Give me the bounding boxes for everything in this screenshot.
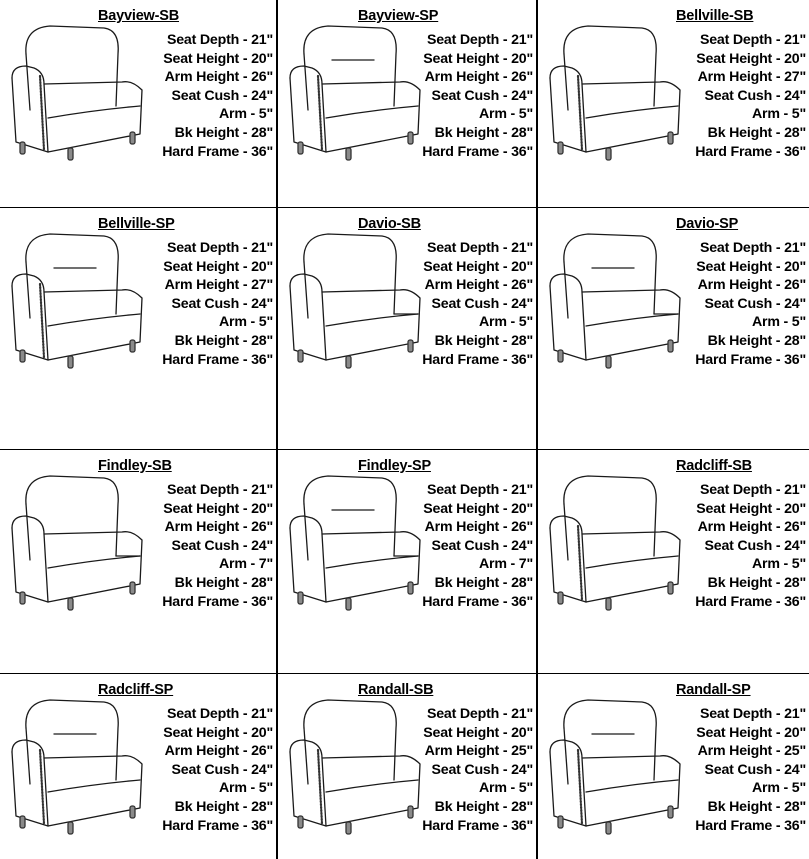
randall-chair-icon: [282, 688, 442, 838]
spec-item: Arm - 5": [478, 780, 533, 797]
spec-item: Seat Cush - 24": [431, 87, 533, 104]
chair-spec-card: [0, 450, 276, 673]
spec-list: [422, 481, 533, 611]
spec-item: Bk Height - 28": [434, 332, 533, 349]
randall-chair-icon: [542, 688, 702, 838]
spec-item: Seat Cush - 24": [431, 295, 533, 312]
spec-item: Arm - 7": [218, 556, 273, 573]
spec-item: Bk Height - 28": [707, 332, 806, 349]
chair-model-name: Radcliff-SB: [676, 458, 752, 474]
chair-model-name: Findley-SP: [358, 458, 431, 474]
spec-item: Hard Frame - 36": [422, 593, 533, 610]
chair-spec-card: [278, 0, 536, 207]
spec-item: Arm - 7": [478, 556, 533, 573]
spec-item: Arm - 5": [751, 106, 806, 123]
spec-item: Seat Height - 20": [163, 50, 273, 67]
davio-chair-icon: [282, 222, 442, 372]
spec-list: [162, 239, 273, 369]
spec-item: Hard Frame - 36": [162, 593, 273, 610]
chair-spec-card: [538, 450, 809, 673]
spec-item: Bk Height - 28": [434, 574, 533, 591]
spec-item: Seat Depth - 21": [699, 240, 806, 256]
spec-item: Bk Height - 28": [707, 574, 806, 591]
spec-item: Hard Frame - 36": [695, 593, 806, 610]
spec-item: Seat Height - 20": [163, 500, 273, 517]
spec-item: Arm Height - 26": [697, 277, 806, 294]
spec-item: Bk Height - 28": [707, 798, 806, 815]
spec-item: Seat Depth - 21": [699, 32, 806, 48]
chair-spec-card: [278, 674, 536, 859]
spec-item: Arm Height - 26": [424, 69, 533, 86]
bellville-chair-icon: [4, 222, 164, 372]
chair-spec-card: [0, 208, 276, 449]
spec-list: [162, 705, 273, 835]
spec-item: Bk Height - 28": [174, 332, 273, 349]
spec-item: Arm Height - 26": [164, 69, 273, 86]
spec-item: Seat Depth - 21": [699, 482, 806, 498]
spec-item: Seat Height - 20": [163, 724, 273, 741]
spec-item: Seat Cush - 24": [704, 537, 806, 554]
spec-item: Arm Height - 27": [164, 277, 273, 294]
spec-item: Seat Depth - 21": [426, 32, 533, 48]
chair-model-name: Davio-SP: [676, 216, 739, 232]
chair-model-name: Davio-SB: [358, 216, 421, 232]
spec-item: Arm Height - 26": [697, 519, 806, 536]
spec-item: Hard Frame - 36": [422, 143, 533, 160]
davio-chair-icon: [542, 222, 702, 372]
spec-item: Seat Cush - 24": [171, 295, 273, 312]
spec-item: Seat Depth - 21": [426, 482, 533, 498]
chair-model-name: Randall-SP: [676, 682, 751, 698]
spec-item: Seat Height - 20": [423, 50, 533, 67]
spec-list: [695, 31, 806, 161]
spec-item: Arm Height - 26": [424, 277, 533, 294]
spec-item: Seat Cush - 24": [171, 761, 273, 778]
spec-item: Arm - 5": [478, 314, 533, 331]
spec-item: Seat Depth - 21": [426, 240, 533, 256]
spec-item: Hard Frame - 36": [422, 351, 533, 368]
spec-item: Bk Height - 28": [174, 798, 273, 815]
bayview-chair-icon: [282, 14, 442, 164]
spec-item: Hard Frame - 36": [422, 817, 533, 834]
spec-list: [695, 239, 806, 369]
spec-item: Arm - 5": [478, 106, 533, 123]
chair-spec-card: [0, 674, 276, 859]
spec-item: Seat Cush - 24": [704, 87, 806, 104]
spec-item: Arm - 5": [218, 780, 273, 797]
spec-item: Seat Cush - 24": [431, 537, 533, 554]
spec-item: Hard Frame - 36": [162, 817, 273, 834]
spec-item: Seat Cush - 24": [704, 761, 806, 778]
spec-item: Seat Depth - 21": [166, 240, 273, 256]
chair-model-name: Bellville-SP: [98, 216, 175, 232]
spec-item: Seat Cush - 24": [171, 537, 273, 554]
spec-list: [422, 239, 533, 369]
spec-item: Bk Height - 28": [174, 124, 273, 141]
spec-item: Seat Depth - 21": [426, 706, 533, 722]
bellville-chair-icon: [542, 14, 702, 164]
chair-model-name: Findley-SB: [98, 458, 172, 474]
chair-spec-card: [538, 674, 809, 859]
chair-model-name: Bayview-SP: [358, 8, 439, 24]
findley-chair-icon: [4, 464, 164, 614]
spec-item: Seat Height - 20": [696, 724, 806, 741]
spec-item: Bk Height - 28": [174, 574, 273, 591]
chair-model-name: Bayview-SB: [98, 8, 180, 24]
spec-list: [695, 705, 806, 835]
spec-item: Arm - 5": [751, 314, 806, 331]
chair-model-name: Randall-SB: [358, 682, 434, 698]
spec-item: Arm Height - 26": [164, 519, 273, 536]
spec-list: [162, 31, 273, 161]
chair-spec-card: [0, 0, 276, 207]
spec-item: Seat Height - 20": [696, 500, 806, 517]
spec-item: Hard Frame - 36": [162, 351, 273, 368]
spec-item: Seat Cush - 24": [431, 761, 533, 778]
spec-item: Arm Height - 26": [424, 519, 533, 536]
spec-item: Seat Height - 20": [423, 724, 533, 741]
spec-item: Seat Cush - 24": [171, 87, 273, 104]
spec-item: Seat Depth - 21": [166, 482, 273, 498]
spec-item: Arm Height - 26": [164, 743, 273, 760]
spec-item: Hard Frame - 36": [695, 143, 806, 160]
chair-spec-card: [278, 208, 536, 449]
chair-model-name: Bellville-SB: [676, 8, 754, 24]
spec-item: Seat Depth - 21": [699, 706, 806, 722]
spec-item: Seat Depth - 21": [166, 32, 273, 48]
radcliff-chair-icon: [4, 688, 164, 838]
spec-item: Arm - 5": [218, 106, 273, 123]
spec-item: Arm Height - 25": [424, 743, 533, 760]
spec-item: Seat Depth - 21": [166, 706, 273, 722]
spec-item: Bk Height - 28": [434, 124, 533, 141]
spec-item: Arm Height - 27": [697, 69, 806, 86]
chair-spec-card: [278, 450, 536, 673]
chair-model-name: Radcliff-SP: [98, 682, 174, 698]
spec-item: Arm - 5": [751, 780, 806, 797]
chair-spec-card: [538, 0, 809, 207]
spec-item: Hard Frame - 36": [162, 143, 273, 160]
radcliff-chair-icon: [542, 464, 702, 614]
spec-item: Arm - 5": [218, 314, 273, 331]
findley-chair-icon: [282, 464, 442, 614]
spec-item: Seat Height - 20": [423, 258, 533, 275]
spec-list: [422, 705, 533, 835]
spec-item: Seat Height - 20": [696, 258, 806, 275]
spec-list: [422, 31, 533, 161]
spec-item: Seat Cush - 24": [704, 295, 806, 312]
chair-spec-card: [538, 208, 809, 449]
spec-item: Hard Frame - 36": [695, 817, 806, 834]
spec-list: [695, 481, 806, 611]
spec-list: [162, 481, 273, 611]
spec-item: Bk Height - 28": [434, 798, 533, 815]
spec-item: Seat Height - 20": [696, 50, 806, 67]
spec-item: Arm - 5": [751, 556, 806, 573]
spec-item: Seat Height - 20": [163, 258, 273, 275]
spec-item: Seat Height - 20": [423, 500, 533, 517]
spec-item: Arm Height - 25": [697, 743, 806, 760]
spec-item: Hard Frame - 36": [695, 351, 806, 368]
bayview-chair-icon: [4, 14, 164, 164]
spec-item: Bk Height - 28": [707, 124, 806, 141]
